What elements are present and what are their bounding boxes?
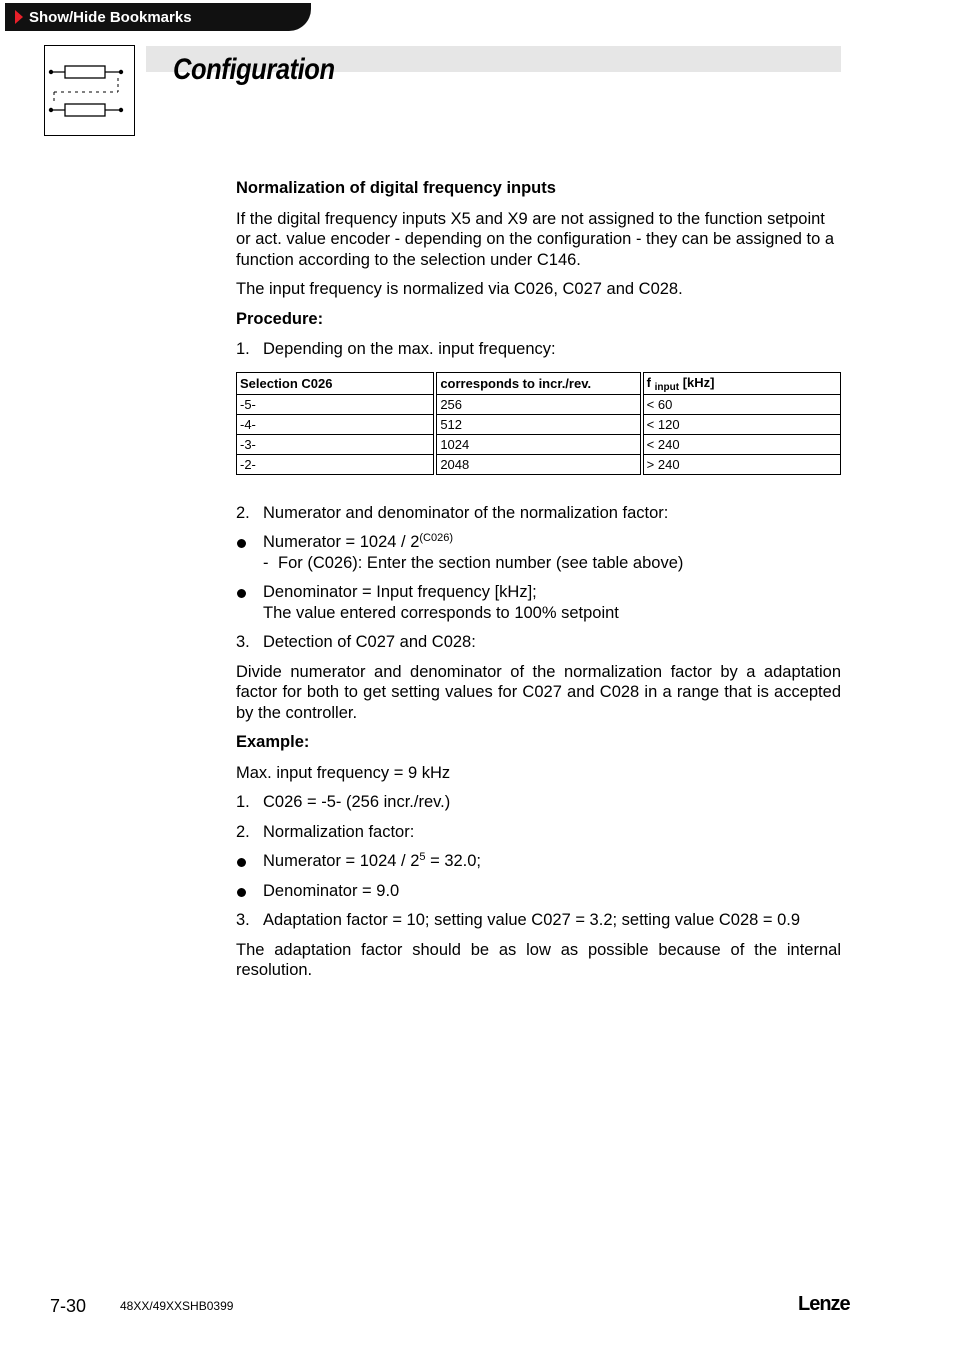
page-title: Configuration [173,53,335,86]
example-step-1: 1. C026 = -5- (256 incr./rev.) [236,793,451,811]
lenze-logo: Lenze [798,1293,850,1315]
normalization-table [234,372,843,475]
bullet-icon [237,589,246,598]
table-header: f $_{input}$ [kHz] [643,372,841,395]
example-note: The adaptation factor should be as low as possible because of the internal resolution. [236,940,841,979]
procedure-step-1: 1. Depending on the max. input frequency: [236,340,556,358]
procedure-heading: Procedure: [236,309,324,328]
procedure-step-2: 2. Numerator and denominator of the normalization factor: [236,503,669,522]
triangle-right-icon [15,10,23,24]
table-row: -4- 512 < 120 [236,415,841,435]
procedure-step-3: 3. Detection of C027 and C028: [236,633,476,651]
example-step-2: 2. Normalization factor: [236,822,415,841]
example-max-frequency: Max. input frequency = 9 kHz [236,763,451,782]
table-header: Selection C026 [236,372,434,395]
table-header: corresponds to incr./rev. [436,372,640,395]
example-numerator-bullet: Numerator = $1024 / 2^5 = 32.0$; [236,851,841,872]
bullet-icon [237,858,246,867]
example-denominator-bullet: Denominator = 9.0 [236,881,841,902]
numerator-bullet: Numerator = $1024 / 2^{(C026)}$ - For (C026): Enter the section number (see table above) [236,532,841,573]
document-code: 48XX/49XXSHB0399 [120,1299,234,1313]
table-row: -3- 1024 < 240 [236,435,841,455]
table-row: -5- 256 < 60 [236,395,841,415]
main-content [236,178,841,990]
example-step-3: 3. Adaptation factor = 10; setting value C027 = 3.2; setting value C028 = 0.9 [236,911,801,929]
denominator-bullet: Denominator = Input frequency [kHz]; The value entered corresponds to 100% setpoint [236,582,841,623]
table-header-row [236,372,841,395]
example-heading: Example: [236,733,310,751]
section-title: Normalization of digital frequency inputs [236,179,556,197]
divide-paragraph: Divide numerator and denominator of the normalization factor by a adaptation factor for both to get setting values for C027 and C028 in a range that is accepted by the controller. [236,662,841,722]
bullet-icon [237,888,246,897]
bookmarks-label: Show/Hide Bookmarks [29,8,192,26]
page-number: 7-30 [50,1296,87,1316]
show-hide-bookmarks-button[interactable] [5,3,311,31]
intro-paragraph: If the digital frequency inputs X5 and X9 are not assigned to the function setpoint or act. value encoder - depending on the configuration - they can be assigned to a function according to the selection under C146. [236,209,835,269]
table-row: -2- 2048 > 240 [236,455,841,475]
bullet-icon [237,539,246,548]
circuit-diagram-icon [44,45,135,136]
normalization-paragraph: The input frequency is normalized via C026, C027 and C028. [236,280,683,298]
